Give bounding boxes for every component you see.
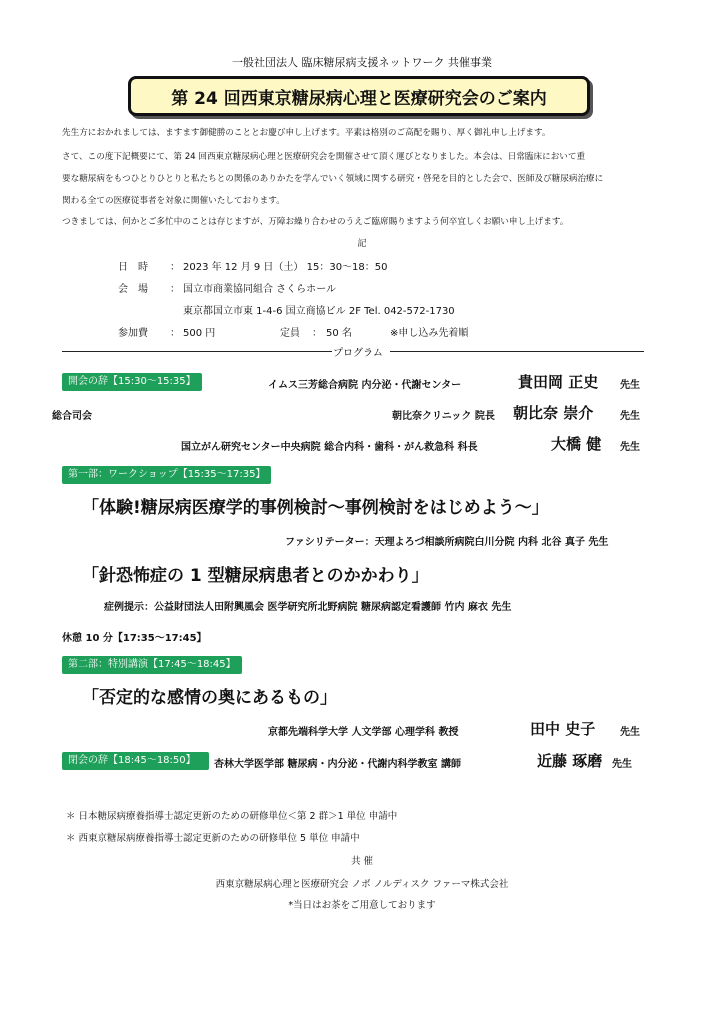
tea-note: *当日はお茶をご用意しております	[288, 900, 436, 911]
honorific: 先生	[612, 759, 632, 770]
part2-speaker: 田中 史子	[530, 720, 596, 738]
venue-name: 国立市商業協同組合 さくらホール	[183, 284, 336, 295]
intro-line: 先生方におかれましては、ますます御健勝のこととお慶び申し上げます。平素は格別のご高配を賜り、厚く御礼申し上げます。	[62, 128, 551, 138]
cosponsor-label: 共 催	[350, 856, 374, 867]
part1-tag: 第一部：ワークショップ【15:35～17:35】	[62, 466, 271, 484]
date-value: 2023 年 12 月 9 日（土） 15：30～18：50	[183, 262, 388, 273]
opening-tag: 開会の辞【15:30～15:35】	[62, 373, 202, 391]
facilitator-line: ファシリテーター：天理よろづ相談所病院白川分院 内科 北谷 真子 先生	[285, 537, 609, 548]
colon: ：	[170, 284, 180, 295]
intro-line: つきましては、何かとご多忙中のことは存じますが、万障お繰り合わせのうえご臨席賜りますよう何卒宜しくお願い申し上げます。	[62, 217, 569, 227]
chair-name-1: 朝比奈 崇介	[513, 404, 594, 422]
intro-line: 要な糖尿病をもつひとりひとりと私たちとの関係のありかたを学んでいく領域に関する研究・啓発を目的とした会で、医師及び糖尿病治療に	[62, 174, 604, 184]
organizer-line: 一般社団法人 臨床糖尿病支援ネットワーク 共催事業	[232, 56, 492, 69]
page-title: 第 24 回西東京糖尿病心理と医療研究会のご案内	[128, 76, 590, 116]
honorific: 先生	[620, 411, 640, 422]
honorific: 先生	[620, 380, 640, 391]
chair-affiliation-1: 朝比奈クリニック 院長	[392, 411, 495, 422]
capacity-note: ※申し込み先着順	[390, 328, 469, 339]
colon: ：	[170, 262, 180, 273]
colon: ：	[312, 328, 322, 339]
note-line: ＊ 西東京糖尿病療養指導士認定更新のための研修単位 5 単位 申請中	[66, 833, 360, 844]
capacity-label: 定員	[280, 328, 300, 339]
closing-affiliation: 杏林大学医学部 糖尿病・内分泌・代謝内科学教室 講師	[214, 759, 461, 770]
part2-affiliation: 京都先端科学大学 人文学部 心理学科 教授	[268, 727, 459, 738]
honorific: 先生	[620, 442, 640, 453]
opening-speaker: 貴田岡 正史	[518, 373, 599, 391]
part1-title-2: 「針恐怖症の 1 型糖尿病患者とのかかわり」	[82, 566, 429, 586]
closing-speaker: 近藤 琢磨	[537, 752, 603, 770]
venue-address: 東京都国立市東 1-4-6 国立商協ビル 2F Tel. 042-572-1730	[183, 306, 455, 317]
date-label: 日 時	[118, 262, 148, 273]
break-line: 休憩 10 分【17:35～17:45】	[62, 633, 207, 644]
chair-name-2: 大橋 健	[551, 435, 602, 453]
opening-affiliation: イムス三芳総合病院 内分泌・代謝センター	[268, 380, 462, 391]
fee-value: 500 円	[183, 328, 216, 339]
venue-label: 会 場	[118, 284, 148, 295]
part2-title: 「否定的な感情の奥にあるもの」	[82, 688, 337, 708]
divider-left	[62, 351, 332, 352]
closing-tag: 閉会の辞【18:45～18:50】	[62, 752, 209, 770]
cosponsor-names: 西東京糖尿病心理と医療研究会 ノボ ノルディスク ファーマ株式会社	[215, 879, 509, 890]
ki-mark: 記	[357, 239, 367, 249]
colon: ：	[170, 328, 180, 339]
case-presenter-line: 症例提示：公益財団法人田附興風会 医学研究所北野病院 糖尿病認定看護師 竹内 麻衣 先生	[104, 602, 512, 613]
capacity-value: 50 名	[326, 328, 352, 339]
intro-line: さて、この度下記概要にて、第 24 回西東京糖尿病心理と医療研究会を開催させて頂く運びとなりました。本会は、日常臨床において重	[62, 152, 586, 162]
part2-tag: 第二部：特別講演【17:45～18:45】	[62, 656, 242, 674]
honorific: 先生	[620, 727, 640, 738]
fee-label: 参加費	[118, 328, 148, 339]
chair-affiliation-2: 国立がん研究センター中央病院 総合内科・歯科・がん救急科 科長	[181, 442, 478, 453]
divider-right	[390, 351, 644, 352]
chair-label: 総合司会	[52, 411, 92, 422]
note-line: ＊ 日本糖尿病療養指導士認定更新のための研修単位＜第 2 群＞1 単位 申請中	[66, 811, 398, 822]
part1-title-1: 「体験!糖尿病医療学的事例検討～事例検討をはじめよう～」	[82, 498, 549, 518]
program-label: プログラム	[333, 348, 383, 359]
intro-line: 関わる全ての医療従事者を対象に開催いたしております。	[62, 196, 285, 206]
